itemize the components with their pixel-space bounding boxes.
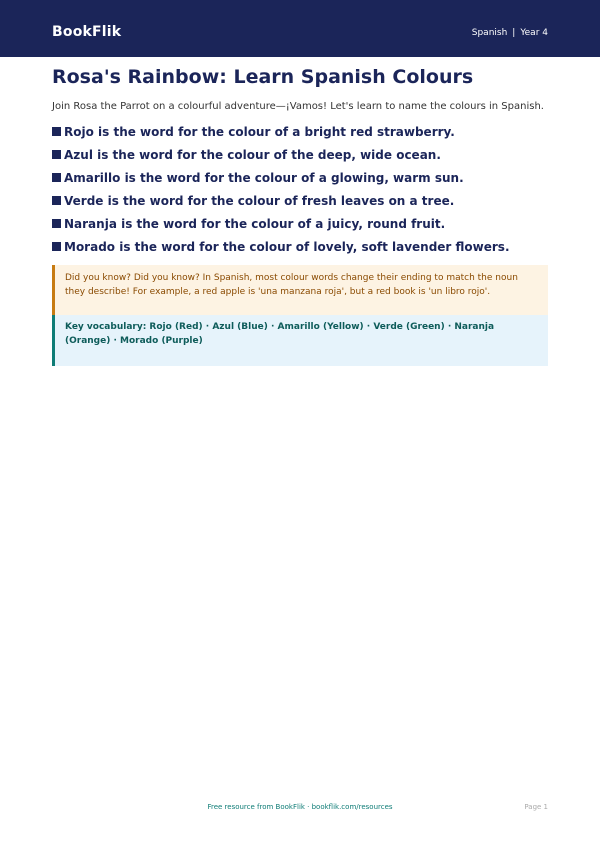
brand-logo-text[interactable]: BookFlik <box>52 24 122 40</box>
list-item <box>52 143 510 166</box>
key-vocabulary-box <box>52 315 548 366</box>
list-item <box>52 120 510 143</box>
page-title: Rosa's Rainbow: Learn Spanish Colours <box>52 66 474 88</box>
square-bullet-icon <box>52 150 61 159</box>
intro-text: Join Rosa the Parrot on a colourful adventure—¡Vamos! Let's learn to name the colours in Spanish. <box>52 101 544 112</box>
year-label: Year 4 <box>520 28 548 38</box>
colour-facts-list <box>52 120 510 258</box>
page-header <box>0 0 600 57</box>
list-item <box>52 166 510 189</box>
list-item <box>52 235 510 258</box>
page-number: Page 1 <box>524 803 548 811</box>
fact-text: Morado is the word for the colour of lovely, soft lavender flowers. <box>64 239 510 254</box>
subject-label: Spanish <box>471 28 508 38</box>
fact-text: Amarillo is the word for the colour of a glowing, warm sun. <box>64 170 464 185</box>
fact-text: Rojo is the word for the colour of a bright red strawberry. <box>64 124 455 139</box>
square-bullet-icon <box>52 219 61 228</box>
fact-text: Naranja is the word for the colour of a juicy, round fruit. <box>64 216 446 231</box>
fact-text: Verde is the word for the colour of fresh leaves on a tree. <box>64 193 455 208</box>
list-item <box>52 189 510 212</box>
footer-resource-link[interactable]: Free resource from BookFlik · bookflik.com/resources <box>207 803 393 811</box>
did-you-know-callout <box>52 265 548 315</box>
square-bullet-icon <box>52 242 61 251</box>
callout-text: Did you know? Did you know? In Spanish, most colour words change their ending to match the noun they describe! For example, a red apple is 'una manzana roja', but a red book is 'un libro rojo'. <box>65 273 518 297</box>
header-meta <box>472 26 548 40</box>
meta-separator: | <box>512 28 516 38</box>
vocab-text: Key vocabulary: Rojo (Red) · Azul (Blue) · Amarillo (Yellow) · Verde (Green) · Naranja (Orange) · Morado (Purple) <box>65 322 495 346</box>
square-bullet-icon <box>52 196 61 205</box>
fact-text: Azul is the word for the colour of the deep, wide ocean. <box>64 147 441 162</box>
square-bullet-icon <box>52 173 61 182</box>
square-bullet-icon <box>52 127 61 136</box>
list-item <box>52 212 510 235</box>
